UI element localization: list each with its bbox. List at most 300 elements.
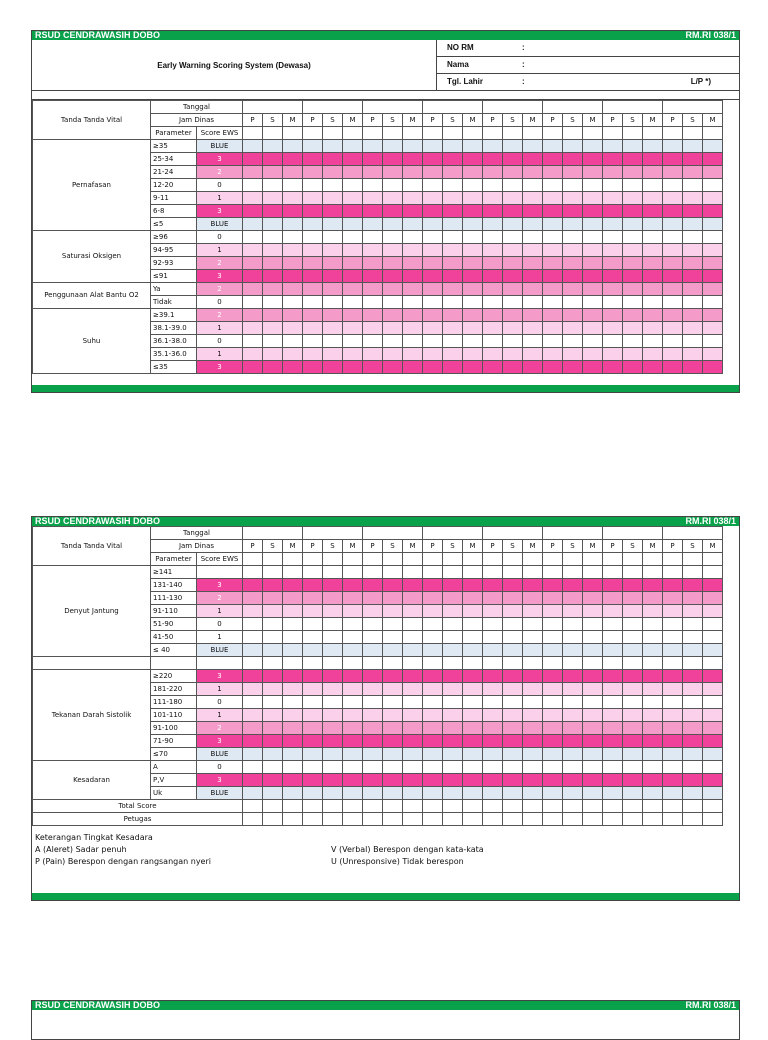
entry-cell[interactable] (703, 205, 723, 218)
entry-cell[interactable] (303, 361, 323, 374)
entry-cell[interactable] (483, 748, 503, 761)
entry-cell[interactable] (543, 283, 563, 296)
entry-cell[interactable] (383, 748, 403, 761)
entry-cell[interactable] (683, 670, 703, 683)
entry-cell[interactable] (343, 722, 363, 735)
entry-cell[interactable] (443, 179, 463, 192)
entry-cell[interactable] (363, 153, 383, 166)
entry-cell[interactable] (363, 579, 383, 592)
entry-cell[interactable] (483, 257, 503, 270)
entry-cell[interactable] (463, 283, 483, 296)
entry-cell[interactable] (363, 192, 383, 205)
entry-cell[interactable] (263, 140, 283, 153)
entry-cell[interactable] (623, 566, 643, 579)
entry-cell[interactable] (543, 322, 563, 335)
entry-cell[interactable] (543, 231, 563, 244)
entry-cell[interactable] (323, 283, 343, 296)
entry-cell[interactable] (283, 218, 303, 231)
entry-cell[interactable] (423, 205, 443, 218)
entry-cell[interactable] (303, 309, 323, 322)
entry-cell[interactable] (643, 735, 663, 748)
entry-cell[interactable] (483, 735, 503, 748)
entry-cell[interactable] (603, 657, 623, 670)
entry-cell[interactable] (683, 166, 703, 179)
entry-cell[interactable] (483, 579, 503, 592)
entry-cell[interactable] (503, 270, 523, 283)
entry-cell[interactable] (483, 761, 503, 774)
entry-cell[interactable] (563, 618, 583, 631)
entry-cell[interactable] (563, 722, 583, 735)
entry-cell[interactable] (463, 579, 483, 592)
entry-cell[interactable] (343, 735, 363, 748)
entry-cell[interactable] (643, 761, 663, 774)
entry-cell[interactable] (643, 566, 663, 579)
entry-cell[interactable] (383, 192, 403, 205)
entry-cell[interactable] (503, 709, 523, 722)
entry-cell[interactable] (523, 605, 543, 618)
entry-cell[interactable] (383, 618, 403, 631)
entry-cell[interactable] (403, 605, 423, 618)
entry-cell[interactable] (483, 696, 503, 709)
entry-cell[interactable] (323, 348, 343, 361)
entry-cell[interactable] (323, 813, 343, 826)
entry-cell[interactable] (443, 361, 463, 374)
entry-cell[interactable] (603, 309, 623, 322)
entry-cell[interactable] (603, 800, 623, 813)
entry-cell[interactable] (323, 296, 343, 309)
entry-cell[interactable] (283, 631, 303, 644)
entry-cell[interactable] (483, 335, 503, 348)
entry-cell[interactable] (483, 631, 503, 644)
entry-cell[interactable] (523, 800, 543, 813)
entry-cell[interactable] (703, 244, 723, 257)
entry-cell[interactable] (363, 774, 383, 787)
entry-cell[interactable] (323, 748, 343, 761)
entry-cell[interactable] (683, 205, 703, 218)
entry-cell[interactable] (543, 361, 563, 374)
entry-cell[interactable] (323, 309, 343, 322)
entry-cell[interactable] (523, 218, 543, 231)
entry-cell[interactable] (283, 618, 303, 631)
entry-cell[interactable] (543, 631, 563, 644)
entry-cell[interactable] (323, 644, 343, 657)
entry-cell[interactable] (583, 657, 603, 670)
entry-cell[interactable] (443, 218, 463, 231)
entry-cell[interactable] (503, 787, 523, 800)
entry-cell[interactable] (623, 787, 643, 800)
entry-cell[interactable] (283, 257, 303, 270)
entry-cell[interactable] (363, 644, 383, 657)
entry-cell[interactable] (503, 800, 523, 813)
entry-cell[interactable] (303, 283, 323, 296)
entry-cell[interactable] (543, 800, 563, 813)
entry-cell[interactable] (483, 179, 503, 192)
entry-cell[interactable] (443, 296, 463, 309)
entry-cell[interactable] (443, 696, 463, 709)
entry-cell[interactable] (683, 787, 703, 800)
entry-cell[interactable] (483, 722, 503, 735)
entry-cell[interactable] (243, 296, 263, 309)
entry-cell[interactable] (243, 348, 263, 361)
entry-cell[interactable] (623, 179, 643, 192)
entry-cell[interactable] (563, 140, 583, 153)
entry-cell[interactable] (663, 361, 683, 374)
entry-cell[interactable] (523, 309, 543, 322)
entry-cell[interactable] (603, 787, 623, 800)
entry-cell[interactable] (363, 722, 383, 735)
entry-cell[interactable] (703, 644, 723, 657)
entry-cell[interactable] (363, 335, 383, 348)
entry-cell[interactable] (703, 566, 723, 579)
entry-cell[interactable] (623, 813, 643, 826)
entry-cell[interactable] (683, 774, 703, 787)
entry-cell[interactable] (423, 735, 443, 748)
entry-cell[interactable] (583, 800, 603, 813)
entry-cell[interactable] (523, 787, 543, 800)
entry-cell[interactable] (563, 283, 583, 296)
entry-cell[interactable] (243, 179, 263, 192)
entry-cell[interactable] (423, 761, 443, 774)
entry-cell[interactable] (363, 787, 383, 800)
entry-cell[interactable] (623, 244, 643, 257)
entry-cell[interactable] (383, 592, 403, 605)
entry-cell[interactable] (443, 748, 463, 761)
entry-cell[interactable] (443, 335, 463, 348)
entry-cell[interactable] (363, 309, 383, 322)
entry-cell[interactable] (583, 348, 603, 361)
entry-cell[interactable] (443, 244, 463, 257)
entry-cell[interactable] (523, 748, 543, 761)
entry-cell[interactable] (523, 335, 543, 348)
entry-cell[interactable] (383, 709, 403, 722)
entry-cell[interactable] (283, 244, 303, 257)
entry-cell[interactable] (683, 322, 703, 335)
entry-cell[interactable] (623, 205, 643, 218)
entry-cell[interactable] (643, 813, 663, 826)
entry-cell[interactable] (283, 179, 303, 192)
entry-cell[interactable] (583, 566, 603, 579)
entry-cell[interactable] (683, 800, 703, 813)
entry-cell[interactable] (463, 787, 483, 800)
entry-cell[interactable] (263, 179, 283, 192)
entry-cell[interactable] (603, 709, 623, 722)
entry-cell[interactable] (423, 309, 443, 322)
entry-cell[interactable] (383, 813, 403, 826)
entry-cell[interactable] (603, 722, 623, 735)
entry-cell[interactable] (403, 205, 423, 218)
entry-cell[interactable] (443, 283, 463, 296)
entry-cell[interactable] (463, 800, 483, 813)
entry-cell[interactable] (663, 179, 683, 192)
entry-cell[interactable] (643, 140, 663, 153)
entry-cell[interactable] (323, 657, 343, 670)
entry-cell[interactable] (603, 244, 623, 257)
entry-cell[interactable] (583, 670, 603, 683)
entry-cell[interactable] (363, 283, 383, 296)
entry-cell[interactable] (403, 709, 423, 722)
entry-cell[interactable] (423, 218, 443, 231)
entry-cell[interactable] (543, 218, 563, 231)
entry-cell[interactable] (623, 579, 643, 592)
entry-cell[interactable] (263, 322, 283, 335)
entry-cell[interactable] (423, 787, 443, 800)
entry-cell[interactable] (643, 670, 663, 683)
entry-cell[interactable] (563, 592, 583, 605)
entry-cell[interactable] (303, 244, 323, 257)
entry-cell[interactable] (583, 179, 603, 192)
entry-cell[interactable] (463, 309, 483, 322)
entry-cell[interactable] (443, 605, 463, 618)
entry-cell[interactable] (543, 179, 563, 192)
entry-cell[interactable] (563, 579, 583, 592)
entry-cell[interactable] (343, 813, 363, 826)
entry-cell[interactable] (503, 618, 523, 631)
entry-cell[interactable] (243, 761, 263, 774)
entry-cell[interactable] (563, 244, 583, 257)
entry-cell[interactable] (643, 192, 663, 205)
entry-cell[interactable] (303, 696, 323, 709)
entry-cell[interactable] (323, 257, 343, 270)
entry-cell[interactable] (283, 748, 303, 761)
entry-cell[interactable] (343, 748, 363, 761)
entry-cell[interactable] (343, 605, 363, 618)
entry-cell[interactable] (343, 257, 363, 270)
entry-cell[interactable] (263, 283, 283, 296)
entry-cell[interactable] (343, 192, 363, 205)
entry-cell[interactable] (463, 644, 483, 657)
entry-cell[interactable] (683, 748, 703, 761)
entry-cell[interactable] (663, 140, 683, 153)
entry-cell[interactable] (523, 231, 543, 244)
entry-cell[interactable] (283, 592, 303, 605)
entry-cell[interactable] (303, 218, 323, 231)
entry-cell[interactable] (403, 813, 423, 826)
entry-cell[interactable] (243, 605, 263, 618)
entry-cell[interactable] (483, 309, 503, 322)
entry-cell[interactable] (463, 348, 483, 361)
entry-cell[interactable] (563, 335, 583, 348)
entry-cell[interactable] (463, 605, 483, 618)
entry-cell[interactable] (363, 631, 383, 644)
entry-cell[interactable] (243, 631, 263, 644)
entry-cell[interactable] (383, 683, 403, 696)
entry-cell[interactable] (263, 566, 283, 579)
entry-cell[interactable] (423, 644, 443, 657)
entry-cell[interactable] (283, 192, 303, 205)
entry-cell[interactable] (383, 283, 403, 296)
entry-cell[interactable] (383, 361, 403, 374)
entry-cell[interactable] (403, 592, 423, 605)
tanggal-cell[interactable] (543, 527, 603, 540)
entry-cell[interactable] (583, 696, 603, 709)
entry-cell[interactable] (623, 283, 643, 296)
entry-cell[interactable] (503, 244, 523, 257)
entry-cell[interactable] (643, 335, 663, 348)
entry-cell[interactable] (323, 592, 343, 605)
entry-cell[interactable] (623, 322, 643, 335)
entry-cell[interactable] (663, 166, 683, 179)
entry-cell[interactable] (283, 683, 303, 696)
entry-cell[interactable] (643, 309, 663, 322)
entry-cell[interactable] (243, 670, 263, 683)
entry-cell[interactable] (543, 566, 563, 579)
entry-cell[interactable] (443, 670, 463, 683)
entry-cell[interactable] (263, 231, 283, 244)
entry-cell[interactable] (483, 322, 503, 335)
entry-cell[interactable] (263, 709, 283, 722)
entry-cell[interactable] (263, 696, 283, 709)
entry-cell[interactable] (643, 787, 663, 800)
entry-cell[interactable] (463, 296, 483, 309)
entry-cell[interactable] (383, 270, 403, 283)
entry-cell[interactable] (343, 335, 363, 348)
entry-cell[interactable] (543, 813, 563, 826)
entry-cell[interactable] (523, 735, 543, 748)
entry-cell[interactable] (643, 774, 663, 787)
entry-cell[interactable] (363, 683, 383, 696)
entry-cell[interactable] (463, 244, 483, 257)
entry-cell[interactable] (363, 709, 383, 722)
entry-cell[interactable] (703, 787, 723, 800)
entry-cell[interactable] (483, 205, 503, 218)
entry-cell[interactable] (403, 683, 423, 696)
entry-cell[interactable] (683, 335, 703, 348)
entry-cell[interactable] (543, 205, 563, 218)
entry-cell[interactable] (603, 335, 623, 348)
entry-cell[interactable] (463, 592, 483, 605)
entry-cell[interactable] (343, 774, 363, 787)
entry-cell[interactable] (503, 644, 523, 657)
entry-cell[interactable] (423, 657, 443, 670)
entry-cell[interactable] (523, 257, 543, 270)
entry-cell[interactable] (483, 774, 503, 787)
entry-cell[interactable] (683, 270, 703, 283)
entry-cell[interactable] (603, 605, 623, 618)
entry-cell[interactable] (623, 683, 643, 696)
entry-cell[interactable] (663, 257, 683, 270)
entry-cell[interactable] (343, 166, 363, 179)
entry-cell[interactable] (683, 348, 703, 361)
entry-cell[interactable] (443, 683, 463, 696)
entry-cell[interactable] (363, 605, 383, 618)
entry-cell[interactable] (423, 800, 443, 813)
entry-cell[interactable] (303, 231, 323, 244)
entry-cell[interactable] (643, 592, 663, 605)
entry-cell[interactable] (263, 309, 283, 322)
entry-cell[interactable] (283, 348, 303, 361)
entry-cell[interactable] (303, 166, 323, 179)
entry-cell[interactable] (343, 579, 363, 592)
entry-cell[interactable] (643, 657, 663, 670)
entry-cell[interactable] (343, 644, 363, 657)
entry-cell[interactable] (323, 322, 343, 335)
entry-cell[interactable] (603, 140, 623, 153)
entry-cell[interactable] (583, 735, 603, 748)
entry-cell[interactable] (463, 761, 483, 774)
entry-cell[interactable] (523, 657, 543, 670)
entry-cell[interactable] (503, 205, 523, 218)
entry-cell[interactable] (383, 670, 403, 683)
entry-cell[interactable] (283, 761, 303, 774)
entry-cell[interactable] (643, 270, 663, 283)
entry-cell[interactable] (703, 257, 723, 270)
entry-cell[interactable] (703, 657, 723, 670)
entry-cell[interactable] (423, 631, 443, 644)
entry-cell[interactable] (703, 166, 723, 179)
entry-cell[interactable] (343, 361, 363, 374)
entry-cell[interactable] (663, 218, 683, 231)
entry-cell[interactable] (383, 800, 403, 813)
entry-cell[interactable] (383, 657, 403, 670)
entry-cell[interactable] (283, 579, 303, 592)
entry-cell[interactable] (323, 244, 343, 257)
entry-cell[interactable] (483, 592, 503, 605)
entry-cell[interactable] (643, 696, 663, 709)
entry-cell[interactable] (643, 748, 663, 761)
entry-cell[interactable] (543, 309, 563, 322)
entry-cell[interactable] (623, 192, 643, 205)
entry-cell[interactable] (683, 761, 703, 774)
entry-cell[interactable] (563, 774, 583, 787)
entry-cell[interactable] (543, 709, 563, 722)
entry-cell[interactable] (623, 800, 643, 813)
entry-cell[interactable] (263, 270, 283, 283)
entry-cell[interactable] (603, 283, 623, 296)
entry-cell[interactable] (443, 231, 463, 244)
entry-cell[interactable] (243, 322, 263, 335)
entry-cell[interactable] (343, 205, 363, 218)
entry-cell[interactable] (703, 140, 723, 153)
tanggal-cell[interactable] (303, 101, 363, 114)
entry-cell[interactable] (363, 618, 383, 631)
entry-cell[interactable] (303, 709, 323, 722)
entry-cell[interactable] (703, 579, 723, 592)
entry-cell[interactable] (543, 644, 563, 657)
entry-cell[interactable] (703, 748, 723, 761)
entry-cell[interactable] (523, 683, 543, 696)
entry-cell[interactable] (323, 800, 343, 813)
entry-cell[interactable] (563, 231, 583, 244)
entry-cell[interactable] (283, 709, 303, 722)
entry-cell[interactable] (703, 605, 723, 618)
entry-cell[interactable] (583, 592, 603, 605)
entry-cell[interactable] (543, 761, 563, 774)
entry-cell[interactable] (263, 605, 283, 618)
entry-cell[interactable] (263, 670, 283, 683)
entry-cell[interactable] (243, 618, 263, 631)
entry-cell[interactable] (503, 657, 523, 670)
entry-cell[interactable] (623, 618, 643, 631)
entry-cell[interactable] (603, 696, 623, 709)
entry-cell[interactable] (563, 166, 583, 179)
entry-cell[interactable] (683, 244, 703, 257)
tanggal-cell[interactable] (363, 527, 423, 540)
entry-cell[interactable] (383, 644, 403, 657)
entry-cell[interactable] (283, 787, 303, 800)
entry-cell[interactable] (583, 192, 603, 205)
entry-cell[interactable] (423, 618, 443, 631)
entry-cell[interactable] (503, 592, 523, 605)
entry-cell[interactable] (483, 166, 503, 179)
entry-cell[interactable] (583, 774, 603, 787)
entry-cell[interactable] (343, 296, 363, 309)
entry-cell[interactable] (443, 631, 463, 644)
entry-cell[interactable] (323, 566, 343, 579)
entry-cell[interactable] (363, 696, 383, 709)
entry-cell[interactable] (303, 257, 323, 270)
entry-cell[interactable] (283, 309, 303, 322)
entry-cell[interactable] (603, 566, 623, 579)
